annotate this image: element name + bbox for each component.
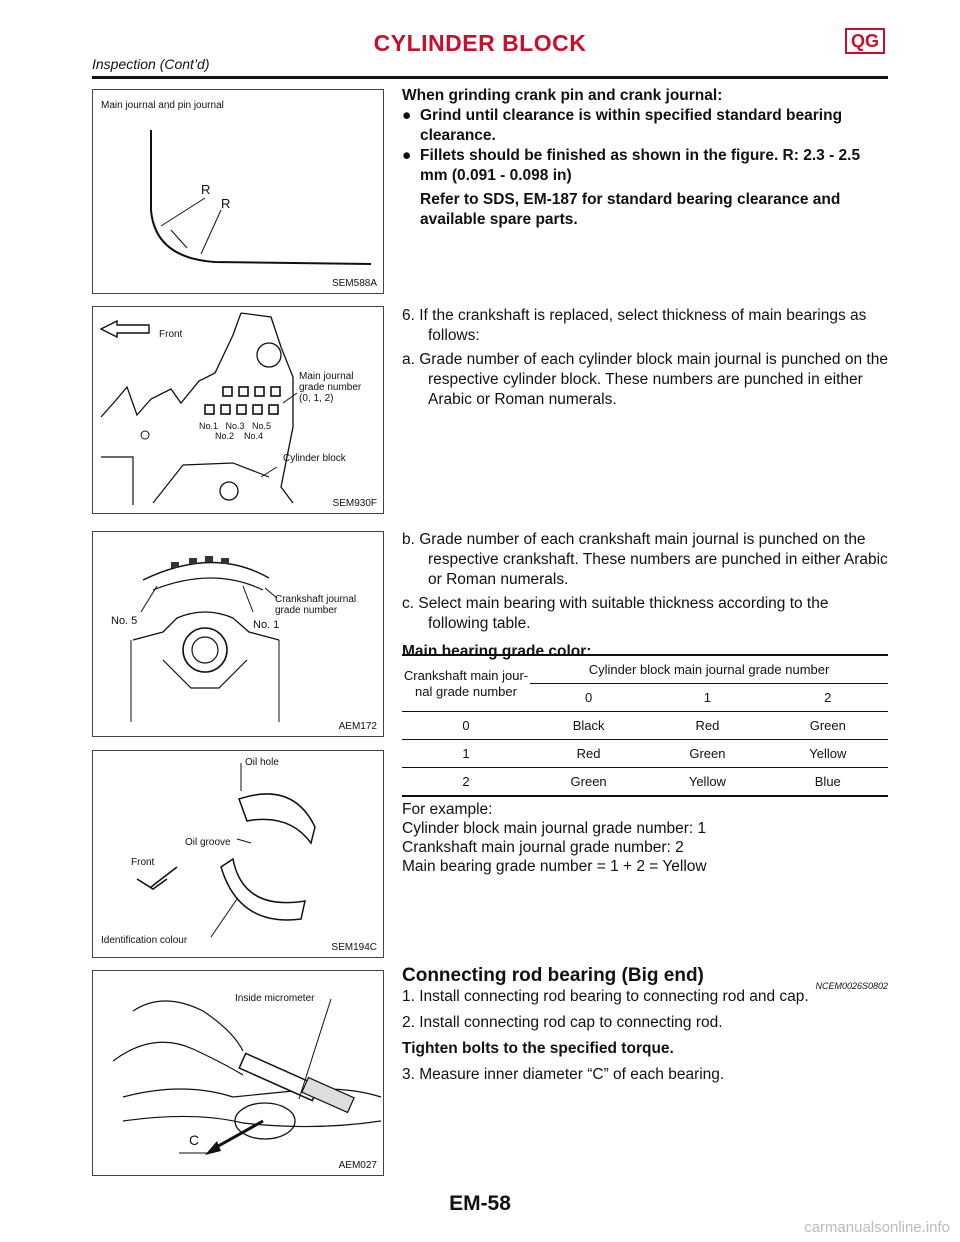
- example-block: [402, 800, 888, 876]
- engine-badge: QG: [845, 28, 885, 54]
- step-b: b. Grade number of each crankshaft main journal is punched on the respective crankshaft. These numbers are punched in either Arabic or Roman numerals.: [402, 531, 888, 588]
- grinding-bullet-2: ● Fillets should be finished as shown in the figure. R: 2.3 - 2.5 mm (0.091 - 0.098 in): [402, 147, 861, 184]
- fig2-nos-top: No.1 No.3 No.5: [199, 421, 272, 431]
- fig2-front: Front: [159, 329, 183, 340]
- conrod-code: NCEM0026S0802: [815, 981, 888, 991]
- grinding-title: When grinding crank pin and crank journal:: [402, 87, 723, 104]
- conrod-heading-row: [402, 965, 888, 991]
- step-c: c. Select main bearing with suitable thickness according to the following table.: [402, 595, 829, 632]
- table-col-0: 0: [584, 690, 593, 705]
- example-l4: Main bearing grade number = 1 + 2 = Yellow: [402, 858, 707, 875]
- fig4-oil-hole: Oil hole: [245, 757, 279, 768]
- fig1-code: SEM588A: [331, 278, 377, 289]
- example-l1: For example:: [402, 801, 493, 818]
- conrod-step-1: 1. Install connecting rod bearing to connecting rod and cap.: [402, 988, 809, 1005]
- fig2-code: SEM930F: [332, 498, 377, 509]
- step-a: a. Grade number of each cylinder block main journal is punched on the respective cylinder block. These numbers are punched in either Arabic or Roman numerals.: [402, 351, 888, 408]
- header-rule: [92, 76, 888, 79]
- table-row: 1 Red Green Yellow: [402, 740, 888, 768]
- bullet-icon: ●: [402, 147, 412, 164]
- table-row: 0 Black Red Green: [402, 712, 888, 740]
- table-title: Main bearing grade color:: [402, 643, 592, 660]
- step-6: 6. If the crankshaft is replaced, select thickness of main bearings as follows:: [402, 307, 867, 344]
- conrod-step-2: 2. Install connecting rod cap to connecting rod.: [402, 1014, 723, 1031]
- section-replace: [402, 306, 888, 410]
- fig5-c: C: [189, 1132, 200, 1148]
- grinding-ref: Refer to SDS, EM-187 for standard bearing clearance and available spare parts.: [420, 191, 841, 228]
- fig3-grade: Crankshaft journal grade number: [275, 594, 357, 616]
- cylinder-block-drawing: [93, 307, 383, 513]
- watermark: carmanualsonline.info: [804, 1219, 950, 1236]
- section-select: [402, 530, 888, 662]
- conrod-step-3: 3. Measure inner diameter “C” of each bearing.: [402, 1066, 725, 1083]
- section-grinding: [402, 86, 888, 230]
- page-title: CYLINDER BLOCK: [373, 30, 587, 56]
- fig4-oil-groove: Oil groove: [185, 837, 231, 848]
- fig5-code: AEM027: [338, 1160, 377, 1171]
- figure-micrometer: [92, 970, 384, 1176]
- grade-color-table: [402, 654, 888, 797]
- fig5-micrometer: Inside micrometer: [235, 993, 315, 1004]
- fig3-code: AEM172: [338, 721, 377, 732]
- fig4-code: SEM194C: [331, 942, 377, 953]
- table-col-2: 2: [824, 690, 832, 705]
- figure-main-bearing: [92, 750, 384, 958]
- fig1-r1: R: [201, 182, 211, 197]
- fig4-ident: Identification colour: [101, 935, 188, 946]
- figure-crankshaft-journal: [92, 531, 384, 737]
- fig1-label: Main journal and pin journal: [101, 100, 224, 111]
- table-row: 2 Green Yellow Blue: [402, 768, 888, 797]
- example-l2: Cylinder block main journal grade number: 1: [402, 820, 707, 837]
- figure-fillet: [92, 89, 384, 294]
- fig4-front: Front: [131, 857, 155, 868]
- conrod-heading: Connecting rod bearing (Big end): [402, 965, 704, 986]
- bullet-icon: ●: [402, 107, 412, 124]
- table-corner: Crankshaft main jour- nal grade number: [403, 667, 529, 699]
- table-col-header: Cylinder block main journal grade number: [530, 655, 888, 684]
- fig2-grade-label: Main journal grade number (0, 1, 2): [299, 371, 362, 404]
- section-conrod: [402, 966, 888, 1085]
- figure-cylinder-block: [92, 306, 384, 514]
- fillet-drawing: [93, 90, 383, 293]
- example-l3: Crankshaft main journal grade number: 2: [402, 839, 684, 856]
- fig2-nos-bottom: No.2 No.4: [215, 431, 264, 441]
- page-subtitle: Inspection (Cont’d): [92, 56, 210, 72]
- page-number: EM-58: [449, 1192, 511, 1215]
- bearing-drawing: [93, 751, 383, 957]
- conrod-torque: Tighten bolts to the specified torque.: [402, 1040, 674, 1057]
- fig2-cylinder: Cylinder block: [283, 453, 346, 464]
- fig3-no1: No. 1: [253, 619, 280, 631]
- grinding-bullet-1: ● Grind until clearance is within specified standard bearing clearance.: [402, 107, 843, 144]
- crankshaft-drawing: [93, 532, 383, 736]
- fig3-no5: No. 5: [111, 615, 138, 627]
- fig1-r2: R: [221, 196, 231, 211]
- table-col-1: 1: [703, 690, 712, 705]
